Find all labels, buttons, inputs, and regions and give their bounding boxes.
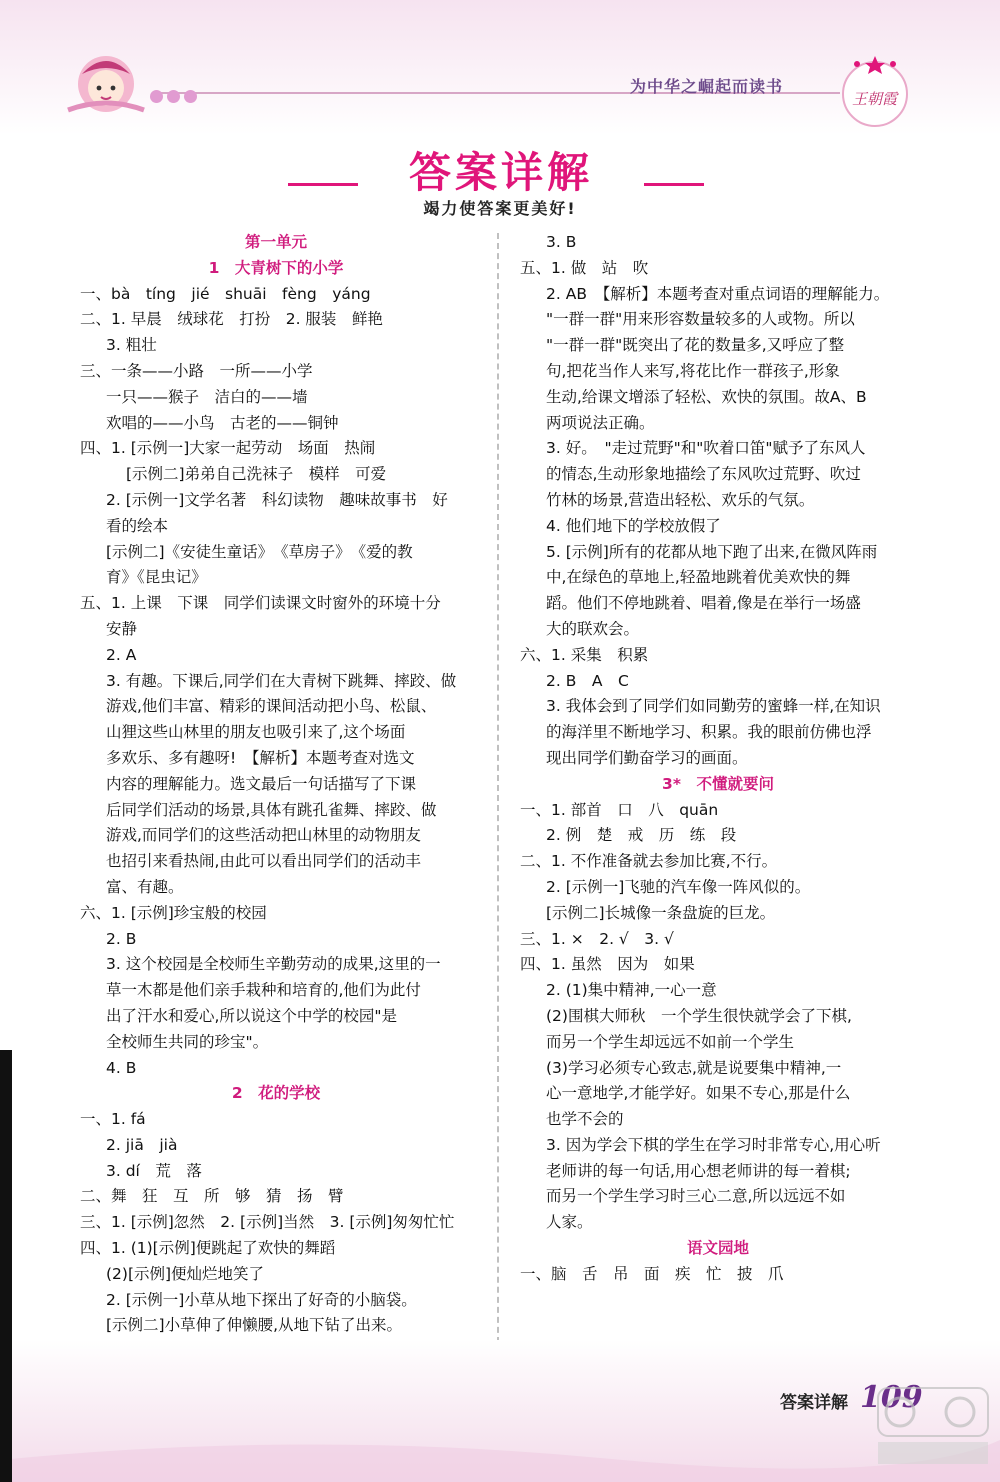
answer-line: 2. [示例一]文学名著 科幻读物 趣味故事书 好 (106, 490, 448, 509)
section-heading: 1 大青树下的小学 (208, 258, 344, 277)
answer-line: 句,把花当作人来写,将花比作一群孩子,形象 (546, 361, 840, 380)
answer-line: 2. (1)集中精神,一心一意 (546, 981, 717, 1000)
page-number: 109 (860, 1380, 923, 1415)
answer-line: 2. AB 【解析】本题考查对重点词语的理解能力。 (546, 284, 890, 303)
answer-line: 三、一条——小路 一所——小学 (80, 361, 313, 380)
page-title: 答案详解 (408, 148, 593, 197)
answer-line: 生动,给课文增添了轻松、欢快的氛围。故A、B (546, 387, 867, 406)
answer-line: 现出同学们勤奋学习的画面。 (546, 748, 748, 767)
answer-line: 二、舞 狂 互 所 够 猜 扬 臂 (80, 1187, 344, 1206)
answer-line: 育》《昆虫记》 (106, 568, 207, 587)
answer-line: 3. dí 荒 落 (106, 1161, 202, 1180)
answer-line: 一、脑 舌 吊 面 疾 忙 披 爪 (520, 1264, 784, 1283)
section-heading: 语文园地 (686, 1239, 749, 1258)
title-rule-right (644, 183, 704, 186)
answer-line: 四、1. 虽然 因为 如果 (520, 955, 695, 974)
answer-line: 2. B (106, 929, 137, 948)
answer-line: 内容的理解能力。选文最后一句话描写了下课 (106, 774, 417, 793)
mascot-girl-icon (62, 48, 150, 118)
watermark-logo-icon (860, 1380, 995, 1470)
answer-line: 山狸这些山林里的朋友也吸引来了,这个场面 (106, 723, 406, 742)
answer-line: 3. 好。 "走过荒野"和"吹着口笛"赋予了东风人 (546, 439, 866, 458)
answer-line: 3. B (546, 233, 577, 251)
answer-line: (2)围棋大师秋 一个学生很快就学会了下棋, (546, 1006, 852, 1025)
answer-line: 3. 因为学会下棋的学生在学习时非常专心,用心听 (546, 1135, 881, 1154)
answer-line: 游戏,而同学们的这些活动把山林里的动物朋友 (106, 826, 421, 845)
answer-line: 一只——猴子 洁白的——墙 (106, 387, 308, 406)
answer-line: 安静 (106, 619, 138, 638)
answer-line: 2. jiā jià (106, 1135, 178, 1154)
answer-line: 二、1. 早晨 绒球花 打扮 2. 服装 鲜艳 (80, 310, 383, 329)
answer-line: 全校师生共同的珍宝"。 (106, 1032, 269, 1051)
answer-line: 草一木都是他们亲手栽种和培育的,他们为此付 (106, 981, 421, 1000)
section-heading: 2 花的学校 (231, 1084, 321, 1103)
answer-line: [示例二]《安徒生童话》 《草房子》 《爱的教 (106, 542, 413, 561)
answer-line: 也招引来看热闹,由此可以看出同学们的活动丰 (106, 852, 421, 871)
answer-line: 的海洋里不断地学习、积累。我的眼前仿佛也浮 (546, 723, 872, 742)
answer-line: [示例二]弟弟自己洗袜子 模样 可爱 (126, 465, 387, 484)
answer-line: 竹林的场景,营造出轻松、欢乐的气氛。 (546, 490, 815, 509)
answer-line: 富、有趣。 (106, 877, 184, 896)
section-heading: 第一单元 (244, 233, 307, 251)
answer-line: 3. 这个校园是全校师生辛勤劳动的成果,这里的一 (106, 955, 441, 974)
answer-line: 2. A (106, 645, 137, 664)
page-subtitle: 竭力使答案更美好! (423, 199, 577, 218)
answer-line: (2)[示例]便灿烂地笑了 (106, 1264, 265, 1283)
answer-line: [示例二]小草伸了伸懒腰,从地下钻了出来。 (106, 1316, 403, 1335)
answer-line: 心一意地学,才能学好。如果不专心,那是什么 (546, 1084, 851, 1103)
answer-line: 五、1. 做 站 吹 (520, 258, 649, 277)
answer-line: 两项说法正确。 (546, 413, 655, 432)
answer-line: (3)学习必须专心致志,就是说要集中精神,一 (546, 1058, 842, 1077)
answer-line: 2. [示例一]飞驰的汽车像一阵风似的。 (546, 877, 811, 896)
answer-line: 老师讲的每一句话,用心想老师讲的每一着棋; (546, 1161, 851, 1180)
footer-label: 答案详解 (780, 1393, 848, 1413)
answer-line: 一、1. fá (80, 1110, 146, 1129)
answer-line: 3. 有趣。下课后,同学们在大青树下跳舞、摔跤、做 (106, 671, 457, 690)
answer-line: 四、1. [示例一]大家一起劳动 场面 热闹 (80, 439, 376, 458)
answer-line: 一、1. 部首 口 八 quān (520, 800, 719, 819)
answer-line: 游戏,他们丰富、精彩的课间活动把小鸟、松鼠、 (106, 697, 437, 716)
answer-line: "一群一群"既突出了花的数量多,又呼应了整 (546, 336, 845, 355)
answer-line: 三、1. [示例]忽然 2. [示例]当然 3. [示例]匆匆忙忙 (80, 1213, 455, 1232)
answer-line: 而另一个学生却远远不如前一个学生 (546, 1032, 795, 1051)
answer-line: 二、1. 不作准备就去参加比赛,不行。 (520, 852, 778, 871)
answer-line: 六、1. [示例]珍宝般的校园 (80, 903, 267, 922)
page-edge-shadow (0, 1050, 12, 1482)
answer-line: 2. 例 楚 戒 历 练 段 (546, 826, 737, 845)
answer-line: 而另一个学生学习时三心二意,所以远远不如 (546, 1187, 846, 1206)
answer-line: 四、1. (1)[示例]便跳起了欢快的舞蹈 (80, 1239, 336, 1258)
header-dots (150, 88, 201, 107)
answer-line: 三、1. × 2. √ 3. √ (520, 929, 674, 948)
answer-line: 5. [示例]所有的花都从地下跑了出来,在微风阵雨 (546, 542, 878, 561)
answer-line: 五、1. 上课 下课 同学们读课文时窗外的环境十分 (80, 594, 441, 613)
answer-line: 一、bà tíng jié shuāi fèng yáng (80, 284, 371, 303)
brand-name: 王朝霞 (852, 90, 898, 108)
answer-line: 欢唱的——小鸟 古老的——铜钟 (106, 413, 339, 432)
column-divider (497, 233, 499, 1353)
answer-line: 多欢乐、多有趣呀! 【解析】本题考查对选文 (106, 748, 415, 767)
answer-line: 六、1. 采集 积累 (520, 645, 649, 664)
answer-line: [示例二]长城像一条盘旋的巨龙。 (546, 903, 776, 922)
section-heading: 3* 不懂就要问 (662, 774, 774, 793)
answer-line: 的情态,生动形象地描绘了东风吹过荒野、吹过 (546, 465, 861, 484)
answer-line: 3. 粗壮 (106, 336, 157, 355)
answer-line: 出了汗水和爱心,所以说这个中学的校园"是 (106, 1006, 398, 1025)
answer-line: 人家。 (546, 1213, 593, 1232)
answer-line: 后同学们活动的场景,具体有跳孔雀舞、摔跤、做 (106, 800, 437, 819)
answer-line: 大的联欢会。 (546, 619, 640, 638)
answer-line: 2. [示例一]小草从地下探出了好奇的小脑袋。 (106, 1290, 417, 1309)
answer-line: 看的绘本 (106, 516, 169, 535)
right-column (520, 230, 916, 1288)
answer-line: 3. 我体会到了同学们如同勤劳的蜜蜂一样,在知识 (546, 697, 881, 716)
answer-line: "一群一群"用来形容数量较多的人或物。所以 (546, 310, 855, 329)
answer-line: 4. 他们地下的学校放假了 (546, 516, 721, 535)
header-slogan: 为中华之崛起而读书 (630, 77, 784, 96)
answer-line: 也学不会的 (546, 1110, 624, 1129)
answer-line: 4. B (106, 1058, 137, 1077)
left-column (80, 230, 472, 1339)
footer-decoration (0, 1340, 1000, 1482)
answer-line: 2. B A C (546, 671, 629, 690)
answer-line: 蹈。他们不停地跳着、唱着,像是在举行一场盛 (546, 594, 861, 613)
answer-line: 中,在绿色的草地上,轻盈地跳着优美欢快的舞 (546, 568, 851, 587)
